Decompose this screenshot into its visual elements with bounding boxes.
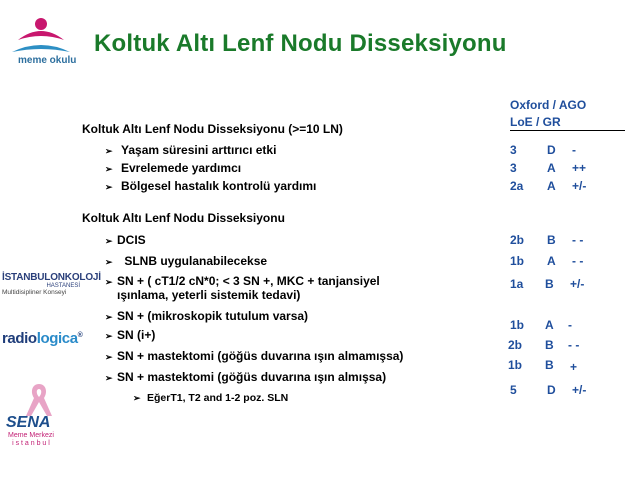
score-ago: - xyxy=(568,318,572,332)
bullet-arrow-icon: ➢ xyxy=(105,164,113,174)
score-loe: 1b xyxy=(510,318,525,332)
score-loe: 3 xyxy=(510,143,517,157)
istanbul-onkoloji-hastanesi: HASTANESİ xyxy=(46,283,80,289)
bullet-arrow-icon: ➢ xyxy=(105,331,113,341)
score-ago: +/- xyxy=(570,277,585,291)
bullet-arrow-icon: ➢ xyxy=(105,257,113,267)
bullet-arrow-icon: ➢ xyxy=(105,277,113,287)
sena-line2: i s t a n b u l xyxy=(12,440,50,447)
section1-heading: Koltuk Altı Lenf Nodu Disseksiyonu (>=10 LN) xyxy=(82,122,343,136)
radiologica-part2: logica xyxy=(36,330,78,347)
score-gr: A xyxy=(545,318,554,332)
score-ago: +/- xyxy=(572,383,587,397)
score-ago: - - xyxy=(568,338,580,352)
list-item-continuation: ışınlama, yeterli sistemik tedavi) xyxy=(117,288,301,302)
istanbul-onkoloji-konsey: Multidisipliner Konseyi xyxy=(2,289,67,296)
bullet-arrow-icon: ➢ xyxy=(105,352,113,362)
score-loe: 1b xyxy=(508,358,523,372)
oxford-header-rule xyxy=(510,130,625,131)
bullet-arrow-icon: ➢ xyxy=(105,146,113,156)
radiologica-logo xyxy=(2,330,82,347)
score-gr: D xyxy=(547,143,556,157)
score-loe: 2b xyxy=(510,233,525,247)
score-ago: - - xyxy=(572,254,584,268)
bullet-arrow-icon: ➢ xyxy=(105,236,113,246)
score-loe: 1b xyxy=(510,254,525,268)
sena-logo: SENA xyxy=(6,414,51,431)
score-ago: - xyxy=(572,143,576,157)
score-ago: - - xyxy=(572,233,584,247)
score-loe: 1a xyxy=(510,277,524,291)
meme-okulu-logo-text: meme okulu xyxy=(18,55,77,66)
sena-ribbon-icon xyxy=(14,382,64,418)
score-ago: + xyxy=(570,360,578,374)
score-ago: ++ xyxy=(572,161,587,175)
bullet-arrow-icon: ➢ xyxy=(105,373,113,383)
score-gr: B xyxy=(547,233,556,247)
section2-heading: Koltuk Altı Lenf Nodu Disseksiyonu xyxy=(82,211,285,225)
score-gr: A xyxy=(547,254,556,268)
score-gr: B xyxy=(545,277,554,291)
list-subitem: ➢ EğerT1, T2 and 1-2 poz. SLN xyxy=(133,392,289,404)
bullet-arrow-icon: ➢ xyxy=(133,393,141,403)
radiologica-part1: radio xyxy=(2,330,37,347)
score-loe: 3 xyxy=(510,161,517,175)
page-title: Koltuk Altı Lenf Nodu Disseksiyonu xyxy=(94,30,507,57)
registered-mark: ® xyxy=(77,332,83,339)
list-item: ➢ DCIS xyxy=(105,233,146,247)
score-loe: 5 xyxy=(510,383,517,397)
score-gr: D xyxy=(547,383,556,397)
score-gr: B xyxy=(545,358,554,372)
istanbul-onkoloji-logo xyxy=(2,272,101,296)
oxford-header-line2: LoE / GR xyxy=(510,115,561,129)
sena-logo-sub xyxy=(8,432,54,448)
score-loe: 2b xyxy=(508,338,523,352)
list-item: ➢ SN + (mikroskopik tutulum varsa) xyxy=(105,309,309,323)
score-gr: B xyxy=(545,338,554,352)
list-item: ➢ SLNB uygulanabilecekse xyxy=(105,254,268,268)
bullet-arrow-icon: ➢ xyxy=(105,182,113,192)
bullet-arrow-icon: ➢ xyxy=(105,312,113,322)
oxford-header-line1: Oxford / AGO xyxy=(510,98,587,112)
list-item: ➢ SN (i+) xyxy=(105,328,156,342)
list-item: ➢ SN + ( cT1/2 cN*0; < 3 SN +, MKC + tanjansiyel xyxy=(105,274,380,288)
score-ago: +/- xyxy=(572,179,587,193)
list-item: ➢ Evrelemede yardımcı xyxy=(105,161,242,175)
list-item: ➢ SN + mastektomi (göğüs duvarına ışın almışsa) xyxy=(105,370,387,384)
score-loe: 2a xyxy=(510,179,524,193)
list-item: ➢ Yaşam süresini arttırıcı etki xyxy=(105,143,277,157)
list-item: ➢ Bölgesel hastalık kontrolü yardımı xyxy=(105,179,317,193)
sena-line1: Meme Merkezi xyxy=(8,432,54,439)
istanbul-onkoloji-name: İSTANBULONKOLOJİ xyxy=(2,272,101,283)
score-gr: A xyxy=(547,161,556,175)
list-item: ➢ SN + mastektomi (göğüs duvarına ışın almamışsa) xyxy=(105,349,404,363)
score-gr: A xyxy=(547,179,556,193)
